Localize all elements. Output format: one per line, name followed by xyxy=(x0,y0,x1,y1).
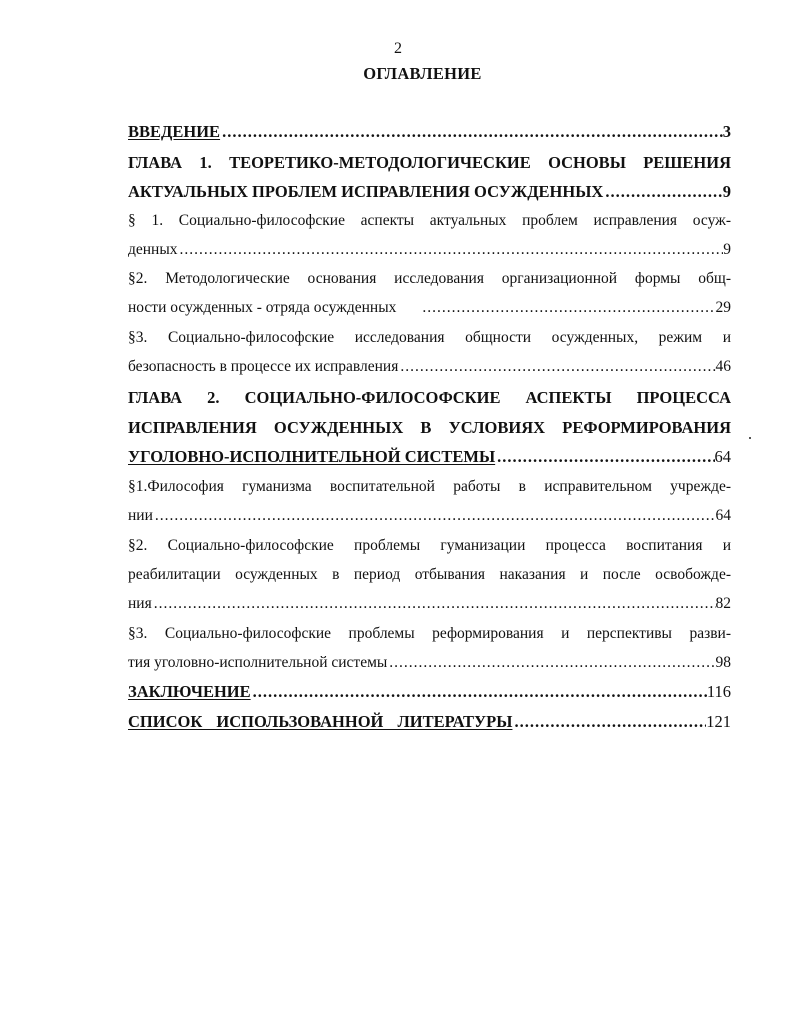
toc-entry-text: тия уголовно-исполнительной системы xyxy=(128,654,388,671)
dot-leader xyxy=(251,680,707,704)
toc-entry-chapter-2-cont[interactable]: ИСПРАВЛЕНИЯ ОСУЖДЕННЫХ В УСЛОВИЯХ РЕФОРМИРОВАНИЯ xyxy=(128,418,731,437)
toc-entry-section-2-2[interactable]: §2. Социально-философские проблемы гуманизации процесса воспитания и xyxy=(128,537,731,554)
toc-entry-section-2-2-end[interactable] xyxy=(128,592,731,616)
toc-entry-bibliography[interactable] xyxy=(128,710,731,734)
toc-entry-section-1-1-cont[interactable] xyxy=(128,238,731,262)
toc-page-number: 116 xyxy=(706,682,731,701)
toc-page-number: 9 xyxy=(722,182,731,201)
toc-entry-section-2-3[interactable]: §3. Социально-философские проблемы реформирования и перспективы разви- xyxy=(128,625,731,642)
toc-entry-text: безопасность в процессе их исправления xyxy=(128,358,399,375)
toc-entry-conclusion[interactable] xyxy=(128,680,731,704)
dot-leader xyxy=(398,355,715,379)
toc-entry-text: нии xyxy=(128,507,153,524)
toc-entry-text: денных xyxy=(128,241,178,258)
toc-page-number: 29 xyxy=(715,299,731,316)
toc-entry-text: УГОЛОВНО-ИСПОЛНИТЕЛЬНОЙ СИСТЕМЫ xyxy=(128,447,496,466)
toc-entry-section-1-2[interactable]: §2. Методологические основания исследования организационной формы общ- xyxy=(128,270,731,287)
toc-entry-chapter-1-cont[interactable] xyxy=(128,180,731,204)
toc-page-number: 9 xyxy=(723,241,731,258)
dot-leader xyxy=(153,504,716,528)
toc-entry-section-2-2-cont[interactable]: реабилитации осужденных в период отбывания наказания и после освобожде- xyxy=(128,566,731,583)
toc-page-number: 3 xyxy=(722,122,731,141)
toc-entry-section-1-3-cont[interactable] xyxy=(128,355,731,379)
page-title: ОГЛАВЛЕНИЕ xyxy=(363,64,482,83)
toc-entry-text: ния xyxy=(128,595,152,612)
dot-leader xyxy=(396,296,715,320)
toc-entry-text: ВВЕДЕНИЕ xyxy=(128,122,221,141)
dot-leader xyxy=(152,592,716,616)
toc-page-number: 64 xyxy=(715,507,731,524)
scan-speck xyxy=(749,437,751,439)
dot-leader xyxy=(512,710,706,734)
toc-entry-section-1-2-cont[interactable] xyxy=(128,296,731,320)
dot-leader xyxy=(178,238,724,262)
dot-leader xyxy=(220,120,723,144)
dot-leader xyxy=(495,445,714,469)
toc-entry-text: ЗАКЛЮЧЕНИЕ xyxy=(128,682,251,701)
toc-entry-chapter-2-end[interactable] xyxy=(128,445,731,469)
toc-entry-section-1-3[interactable]: §3. Социально-философские исследования общности осужденных, режим и xyxy=(128,329,731,346)
toc-entry-section-1-1[interactable]: § 1. Социально-философские аспекты актуальных проблем исправления осуж- xyxy=(128,212,731,229)
toc-page-number: 82 xyxy=(715,595,731,612)
toc-entry-text: СПИСОК ИСПОЛЬЗОВАННОЙ ЛИТЕРАТУРЫ xyxy=(128,712,513,731)
dot-leader xyxy=(387,651,715,675)
page-number: 2 xyxy=(394,40,402,57)
toc-entry-chapter-2[interactable]: ГЛАВА 2. СОЦИАЛЬНО-ФИЛОСОФСКИЕ АСПЕКТЫ ПРОЦЕССА xyxy=(128,388,731,407)
toc-page-number: 121 xyxy=(706,712,731,731)
toc-entry-text: АКТУАЛЬНЫХ ПРОБЛЕМ ИСПРАВЛЕНИЯ ОСУЖДЕННЫХ xyxy=(128,182,604,201)
toc-entry-section-2-1[interactable]: §1.Философия гуманизма воспитательной работы в исправительном учрежде- xyxy=(128,478,731,495)
toc-page-number: 46 xyxy=(715,358,731,375)
toc-entry-section-2-3-cont[interactable] xyxy=(128,651,731,675)
toc-entry-text: ности осужденных - отряда осужденных xyxy=(128,299,397,316)
toc-entry-chapter-1[interactable]: ГЛАВА 1. ТЕОРЕТИКО-МЕТОДОЛОГИЧЕСКИЕ ОСНОВЫ РЕШЕНИЯ xyxy=(128,153,731,172)
dot-leader xyxy=(603,180,722,204)
toc-page-number: 64 xyxy=(714,447,731,466)
toc-entry-section-2-1-cont[interactable] xyxy=(128,504,731,528)
toc-entry-introduction[interactable] xyxy=(128,120,731,144)
toc-page-number: 98 xyxy=(715,654,731,671)
